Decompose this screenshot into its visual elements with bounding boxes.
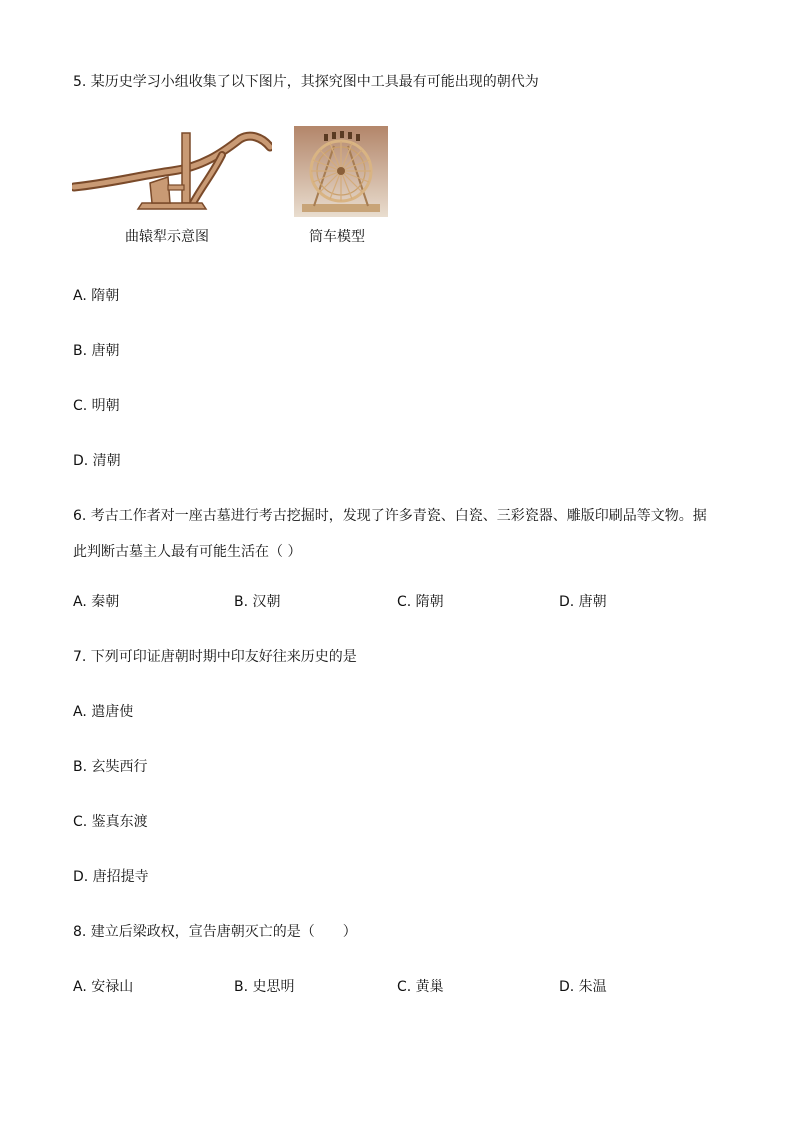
question-6-option-b: B. 汉朝 xyxy=(234,594,281,610)
waterwheel-model-photo xyxy=(294,126,388,217)
question-7-option-b: B. 玄奘西行 xyxy=(73,759,148,775)
question-7-option-d: D. 唐招提寺 xyxy=(73,869,149,885)
question-6-options xyxy=(73,592,733,612)
question-5-option-b: B. 唐朝 xyxy=(73,343,120,359)
question-8-option-d: D. 朱温 xyxy=(559,979,607,995)
question-5-option-a: A. 隋朝 xyxy=(73,288,120,304)
question-5-option-c: C. 明朝 xyxy=(73,398,120,414)
question-7-stem: 7. 下列可印证唐朝时期中印友好往来历史的是 xyxy=(73,649,357,665)
question-8-option-b: B. 史思明 xyxy=(234,979,295,995)
question-7-option-c: C. 鉴真东渡 xyxy=(73,814,148,830)
question-7-option-a: A. 遣唐使 xyxy=(73,704,134,720)
question-6-stem-line-2: 此判断古墓主人最有可能生活在（ ） xyxy=(73,544,302,560)
figure-1-caption: 曲辕犁示意图 xyxy=(125,229,209,245)
question-6-option-a: A. 秦朝 xyxy=(73,594,120,610)
question-6-stem-line-1: 6. 考古工作者对一座古墓进行考古挖掘时，发现了许多青瓷、白瓷、三彩瓷器、雕版印刷品等文物。据 xyxy=(73,508,707,524)
question-6-option-d: D. 唐朝 xyxy=(559,594,607,610)
question-8-stem: 8. 建立后梁政权，宣告唐朝灭亡的是（ ） xyxy=(73,924,357,940)
curved-plow-illustration xyxy=(72,125,272,215)
question-8-options xyxy=(73,977,733,997)
figure-2-caption: 筒车模型 xyxy=(309,229,365,245)
question-8-option-a: A. 安禄山 xyxy=(73,979,134,995)
question-5-option-d: D. 清朝 xyxy=(73,453,121,469)
question-5-stem: 5. 某历史学习小组收集了以下图片，其探究图中工具最有可能出现的朝代为 xyxy=(73,74,539,90)
question-6-option-c: C. 隋朝 xyxy=(397,594,444,610)
question-8-option-c: C. 黄巢 xyxy=(397,979,444,995)
